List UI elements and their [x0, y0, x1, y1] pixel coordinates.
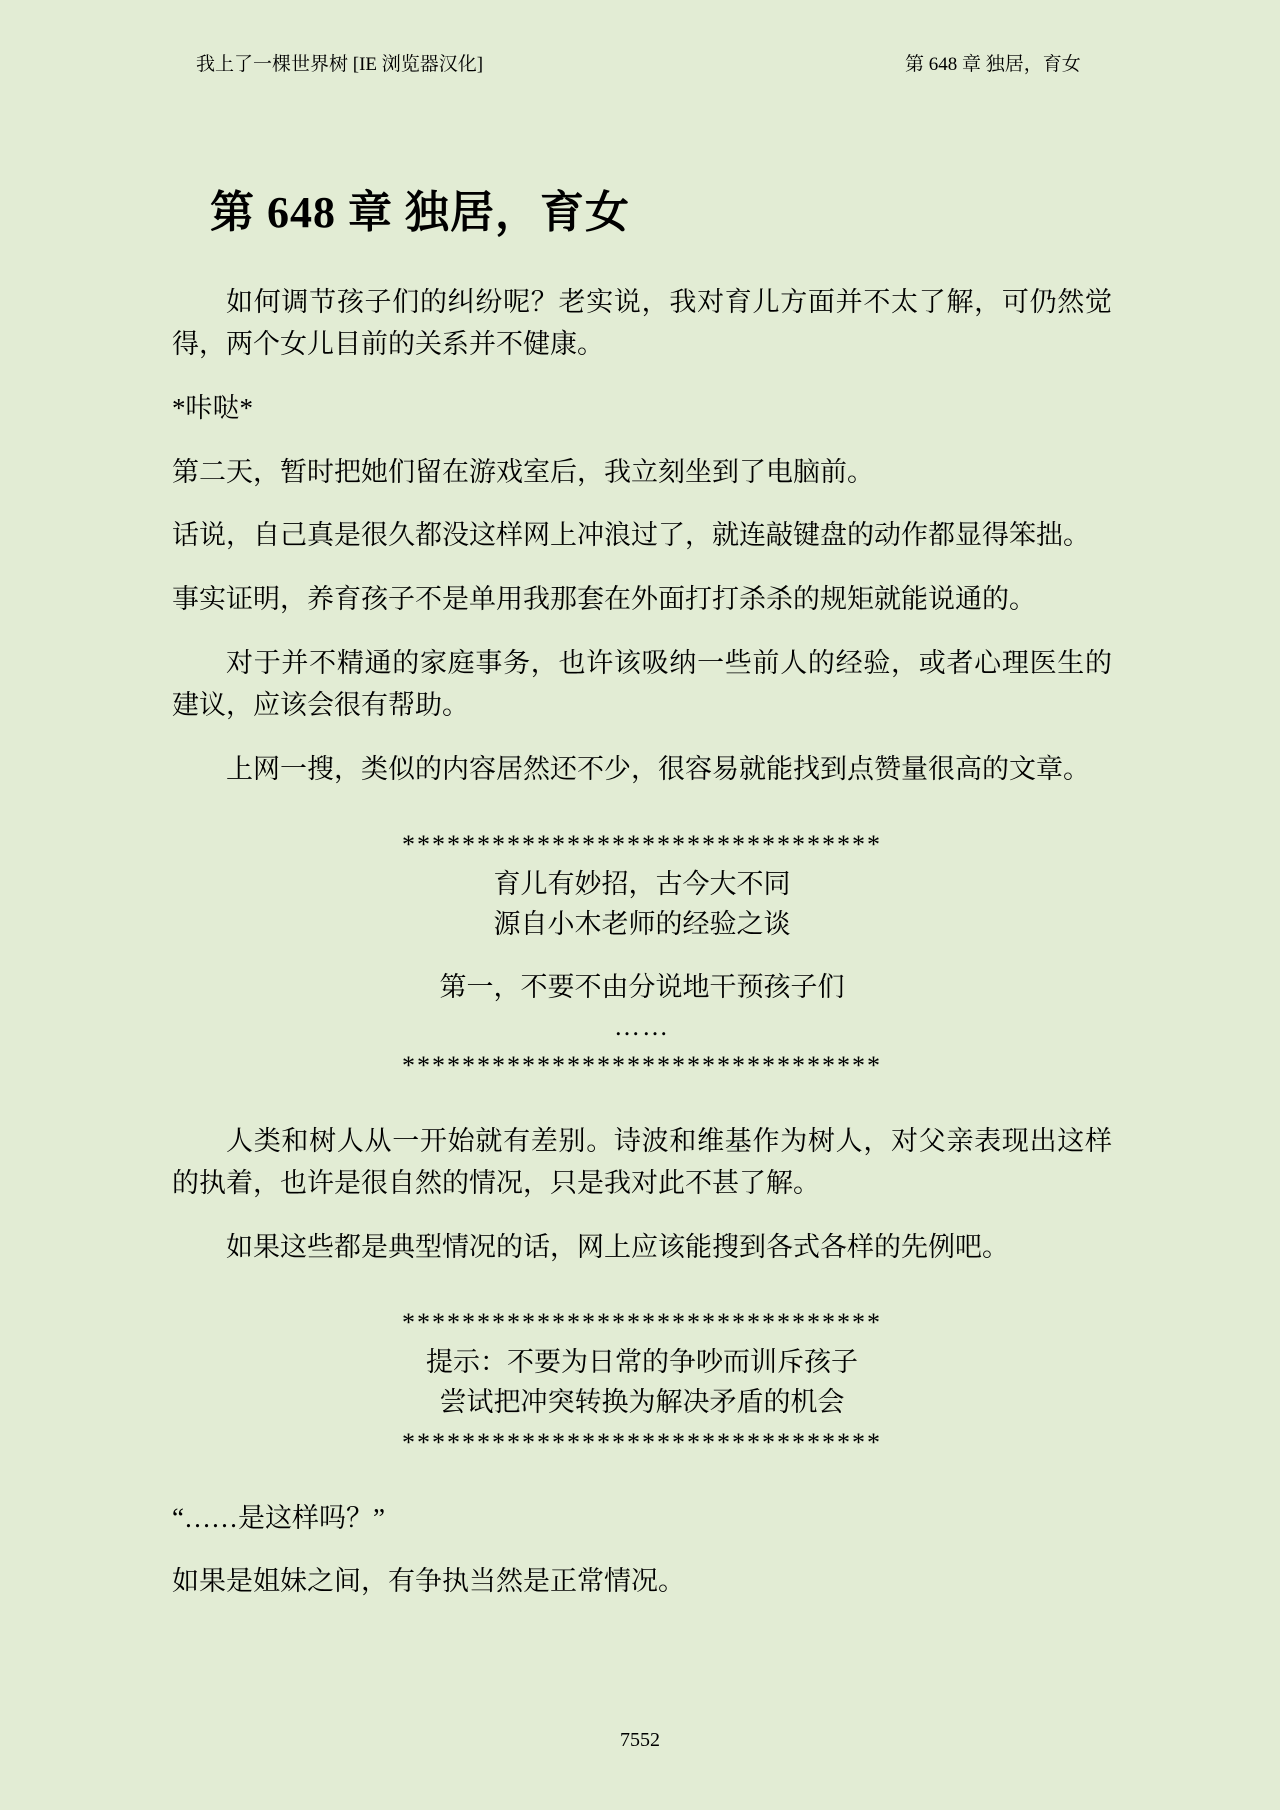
running-head-right: 第 648 章 独居，育女: [905, 54, 1081, 75]
quote-spacer: [172, 945, 1112, 967]
quote-line: 第一，不要不由分说地干预孩子们: [439, 971, 845, 1002]
paragraph: 人类和树人从一开始就有差别。诗波和维基作为树人，对父亲表现出这样的执着，也许是很自然的情况，只是我对此不甚了解。: [172, 1126, 1112, 1198]
quote-line: 育儿有妙招，古今大不同: [493, 868, 791, 899]
paragraph: *咔哒*: [172, 392, 253, 423]
paragraph: 上网一搜，类似的内容居然还不少，很容易就能找到点赞量很高的文章。: [226, 753, 1090, 784]
quote-rule-bottom: ********************************: [402, 1051, 882, 1081]
page-title: 第 648 章 独居，育女: [210, 188, 630, 238]
document-body: [172, 282, 1112, 1625]
quote-rule-top: ********************************: [402, 829, 882, 859]
paragraph: 对于并不精通的家庭事务，也许该吸纳一些前人的经验，或者心理医生的建议，应该会很有帮助。: [172, 648, 1112, 720]
running-head: [0, 52, 1280, 78]
quote-line: 源自小木老师的经验之谈: [493, 909, 791, 940]
running-head-left: 我上了一棵世界树 [IE 浏览器汉化]: [196, 54, 484, 75]
paragraph: 如果是姐妹之间，有争执当然是正常情况。: [172, 1566, 685, 1597]
quote-block-1: [172, 825, 1112, 1086]
quote-rule-bottom: ********************************: [402, 1427, 882, 1457]
quote-line: 尝试把冲突转换为解决矛盾的机会: [439, 1387, 845, 1418]
quote-ellipsis: ……: [614, 1012, 670, 1042]
quote-block-2: [172, 1303, 1112, 1462]
quote-line: 提示：不要为日常的争吵而训斥孩子: [426, 1346, 858, 1377]
paragraph: 如果这些都是典型情况的话，网上应该能搜到各式各样的先例吧。: [226, 1231, 1009, 1262]
paragraph: 事实证明，养育孩子不是单用我那套在外面打打杀杀的规矩就能说通的。: [172, 584, 1036, 615]
paragraph: 话说，自己真是很久都没这样网上冲浪过了，就连敲键盘的动作都显得笨拙。: [172, 520, 1090, 551]
paragraph: 如何调节孩子们的纠纷呢？老实说，我对育儿方面并不太了解，可仍然觉得，两个女儿目前的关系并不健康。: [172, 287, 1112, 359]
page-number: 7552: [620, 1729, 660, 1751]
quote-rule-top: ********************************: [402, 1307, 882, 1337]
paragraph: “……是这样吗？”: [172, 1502, 385, 1533]
paragraph: 第二天，暂时把她们留在游戏室后，我立刻坐到了电脑前。: [172, 456, 874, 487]
